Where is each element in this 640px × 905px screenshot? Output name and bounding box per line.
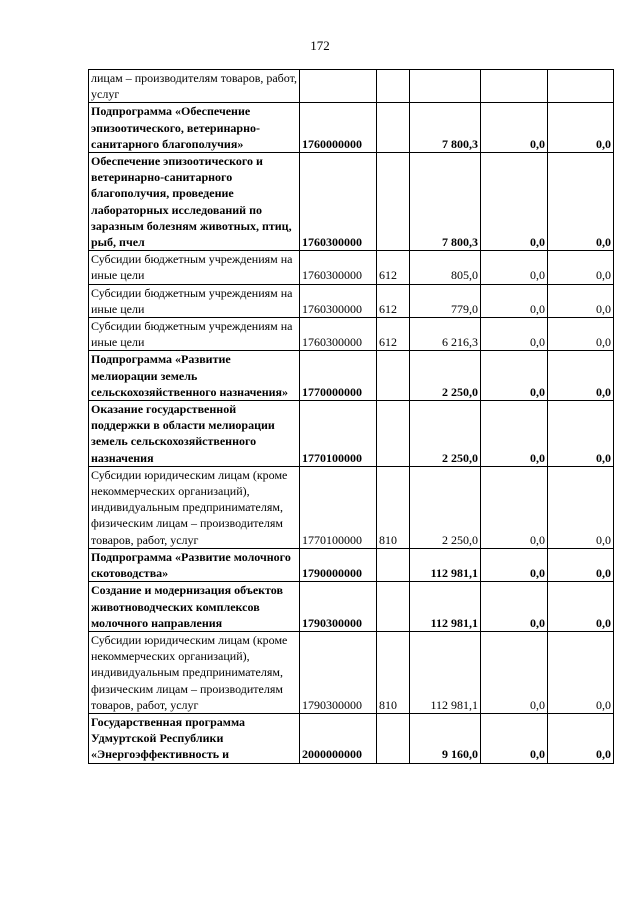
row-name-cell: Государственная программа Удмуртской Республики «Энергоэффективность и	[89, 713, 300, 763]
row-expense-type-cell: 612	[377, 251, 410, 284]
row-name-cell: лицам – производителям товаров, работ, услуг	[89, 70, 300, 103]
row-year3-cell: 0,0	[548, 318, 614, 351]
row-code-cell: 1760300000	[300, 284, 377, 317]
row-year3-cell: 0,0	[548, 251, 614, 284]
row-expense-type-cell: 810	[377, 466, 410, 548]
row-year2-cell: 0,0	[481, 153, 548, 251]
row-year3-cell: 0,0	[548, 548, 614, 581]
row-name-cell: Субсидии бюджетным учреждениям на иные цели	[89, 251, 300, 284]
row-year3-cell: 0,0	[548, 401, 614, 467]
row-amount-cell: 6 216,3	[410, 318, 481, 351]
table-row	[89, 103, 614, 153]
row-expense-type-cell	[377, 153, 410, 251]
row-year2-cell	[481, 70, 548, 103]
row-expense-type-cell	[377, 70, 410, 103]
table-row	[89, 284, 614, 317]
table-row	[89, 548, 614, 581]
row-code-cell: 1770100000	[300, 401, 377, 467]
row-expense-type-cell	[377, 582, 410, 632]
row-name-cell: Оказание государственной поддержки в области мелиорации земель сельскохозяйственного назначения	[89, 401, 300, 467]
row-code-cell: 1770000000	[300, 351, 377, 401]
row-year3-cell: 0,0	[548, 284, 614, 317]
row-name-cell: Обеспечение эпизоотического и ветеринарно-санитарного благополучия, проведение лабораторных исследований по заразным болезням животных, птиц, рыб, пчел	[89, 153, 300, 251]
row-year2-cell: 0,0	[481, 318, 548, 351]
table-row	[89, 466, 614, 548]
row-expense-type-cell	[377, 351, 410, 401]
row-name-cell: Субсидии юридическим лицам (кроме некоммерческих организаций), индивидуальным предпринимателям, физическим лицам – производителям товаров, работ, услуг	[89, 466, 300, 548]
row-year3-cell: 0,0	[548, 582, 614, 632]
row-year2-cell: 0,0	[481, 103, 548, 153]
row-year2-cell: 0,0	[481, 713, 548, 763]
row-expense-type-cell	[377, 103, 410, 153]
row-code-cell: 1770100000	[300, 466, 377, 548]
row-expense-type-cell: 810	[377, 631, 410, 713]
row-expense-type-cell	[377, 401, 410, 467]
row-expense-type-cell: 612	[377, 318, 410, 351]
table-row	[89, 153, 614, 251]
row-expense-type-cell: 612	[377, 284, 410, 317]
row-amount-cell: 2 250,0	[410, 351, 481, 401]
table-row	[89, 70, 614, 103]
table-row	[89, 351, 614, 401]
row-code-cell: 2000000000	[300, 713, 377, 763]
row-amount-cell: 2 250,0	[410, 466, 481, 548]
row-year2-cell: 0,0	[481, 284, 548, 317]
row-amount-cell: 779,0	[410, 284, 481, 317]
row-amount-cell: 9 160,0	[410, 713, 481, 763]
row-code-cell: 1760000000	[300, 103, 377, 153]
row-year3-cell: 0,0	[548, 351, 614, 401]
row-amount-cell: 805,0	[410, 251, 481, 284]
row-code-cell: 1760300000	[300, 251, 377, 284]
row-year2-cell: 0,0	[481, 582, 548, 632]
row-code-cell: 1760300000	[300, 318, 377, 351]
table-row	[89, 582, 614, 632]
row-code-cell: 1790000000	[300, 548, 377, 581]
row-year2-cell: 0,0	[481, 351, 548, 401]
row-code-cell	[300, 70, 377, 103]
row-code-cell: 1760300000	[300, 153, 377, 251]
table-row	[89, 318, 614, 351]
row-name-cell: Субсидии бюджетным учреждениям на иные цели	[89, 284, 300, 317]
table-row	[89, 251, 614, 284]
row-name-cell: Субсидии бюджетным учреждениям на иные цели	[89, 318, 300, 351]
row-year3-cell: 0,0	[548, 466, 614, 548]
row-year3-cell	[548, 70, 614, 103]
row-year2-cell: 0,0	[481, 548, 548, 581]
row-name-cell: Создание и модернизация объектов животноводческих комплексов молочного направления	[89, 582, 300, 632]
row-code-cell: 1790300000	[300, 582, 377, 632]
table-row	[89, 713, 614, 763]
table-row	[89, 631, 614, 713]
row-year2-cell: 0,0	[481, 466, 548, 548]
budget-table-body	[89, 70, 614, 764]
row-year3-cell: 0,0	[548, 713, 614, 763]
row-amount-cell: 2 250,0	[410, 401, 481, 467]
row-name-cell: Подпрограмма «Развитие мелиорации земель сельскохозяйственного назначения»	[89, 351, 300, 401]
row-year3-cell: 0,0	[548, 153, 614, 251]
row-year2-cell: 0,0	[481, 251, 548, 284]
row-code-cell: 1790300000	[300, 631, 377, 713]
row-amount-cell	[410, 70, 481, 103]
table-row	[89, 401, 614, 467]
row-amount-cell: 7 800,3	[410, 103, 481, 153]
row-name-cell: Подпрограмма «Развитие молочного скотоводства»	[89, 548, 300, 581]
row-year3-cell: 0,0	[548, 631, 614, 713]
row-year3-cell: 0,0	[548, 103, 614, 153]
page-number: 172	[310, 38, 330, 53]
row-year2-cell: 0,0	[481, 401, 548, 467]
row-amount-cell: 112 981,1	[410, 582, 481, 632]
row-name-cell: Подпрограмма «Обеспечение эпизоотического, ветеринарно-санитарного благополучия»	[89, 103, 300, 153]
row-amount-cell: 7 800,3	[410, 153, 481, 251]
row-expense-type-cell	[377, 548, 410, 581]
row-amount-cell: 112 981,1	[410, 548, 481, 581]
row-year2-cell: 0,0	[481, 631, 548, 713]
budget-table	[88, 69, 614, 764]
row-amount-cell: 112 981,1	[410, 631, 481, 713]
row-expense-type-cell	[377, 713, 410, 763]
row-name-cell: Субсидии юридическим лицам (кроме некоммерческих организаций), индивидуальным предпринимателям, физическим лицам – производителям товаров, работ, услуг	[89, 631, 300, 713]
